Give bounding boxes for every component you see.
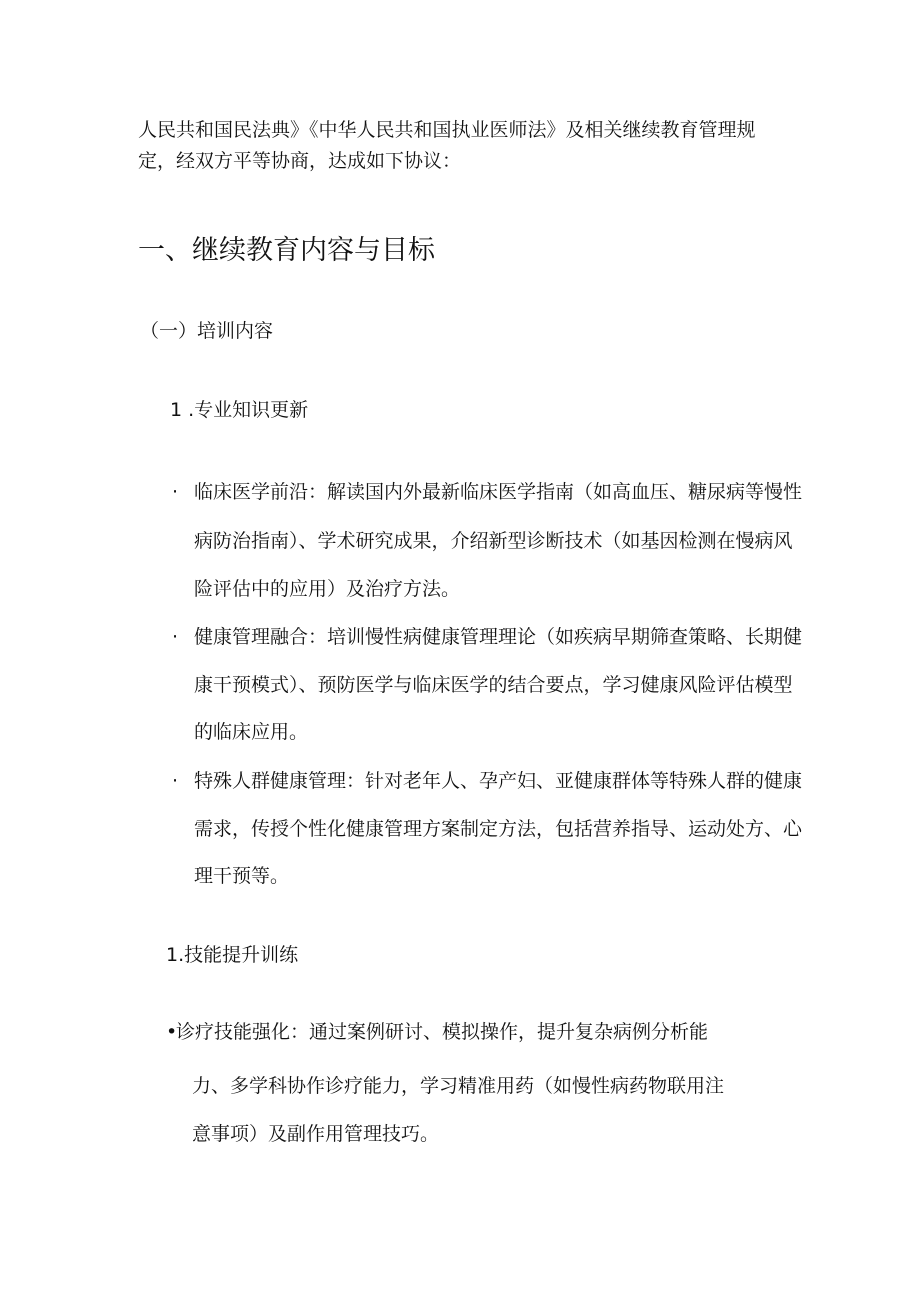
bullet-3-line-2: 需求，传授个性化健康管理方案制定方法，包括营养指导、运动处方、心 bbox=[194, 818, 803, 840]
skill-bullet-line-3: 意事项）及副作用管理技巧。 bbox=[192, 1123, 440, 1145]
item-title-knowledge-update: 1 .专业知识更新 bbox=[170, 399, 309, 421]
bullet-2-line-3: 的临床应用。 bbox=[194, 721, 309, 743]
intro-line-2: 定，经双方平等协商，达成如下协议： bbox=[138, 150, 462, 172]
bullet-1-line-3: 险评估中的应用）及治疗方法。 bbox=[194, 578, 461, 600]
subsection-heading: （一）培训内容 bbox=[140, 320, 274, 342]
bullet-1-line-1: 临床医学前沿：解读国内外最新临床医学指南（如高血压、糖尿病等慢性 bbox=[194, 481, 803, 503]
skill-bullet-line-1: 诊疗技能强化：通过案例研讨、模拟操作，提升复杂病例分析能 bbox=[176, 1021, 709, 1043]
bullet-marker: · bbox=[172, 481, 179, 503]
bullet-1-line-2: 病防治指南）、学术研究成果，介绍新型诊断技术（如基因检测在慢病风 bbox=[194, 530, 793, 552]
bullet-3-line-3: 理干预等。 bbox=[194, 865, 290, 887]
bullet-2-line-1: 健康管理融合：培训慢性病健康管理理论（如疾病早期筛查策略、长期健 bbox=[194, 626, 803, 648]
skill-bullet-line-2: 力、多学科协作诊疗能力，学习精准用药（如慢性病药物联用注 bbox=[192, 1075, 725, 1097]
bullet-2-line-2: 康干预模式）、预防医学与临床医学的结合要点，学习健康风险评估模型 bbox=[194, 674, 793, 696]
bullet-3-line-1: 特殊人群健康管理：针对老年人、孕产妇、亚健康群体等特殊人群的健康 bbox=[194, 770, 803, 792]
bullet-marker: • bbox=[166, 1021, 178, 1043]
item-title-skill-training: 1.技能提升训练 bbox=[166, 944, 299, 966]
bullet-marker: · bbox=[172, 770, 179, 792]
intro-line-1: 人民共和国民法典》《中华人民共和国执业医师法》及相关继续教育管理规 bbox=[138, 119, 756, 141]
bullet-marker: · bbox=[172, 626, 179, 648]
section-heading: 一、继续教育内容与目标 bbox=[138, 235, 435, 266]
